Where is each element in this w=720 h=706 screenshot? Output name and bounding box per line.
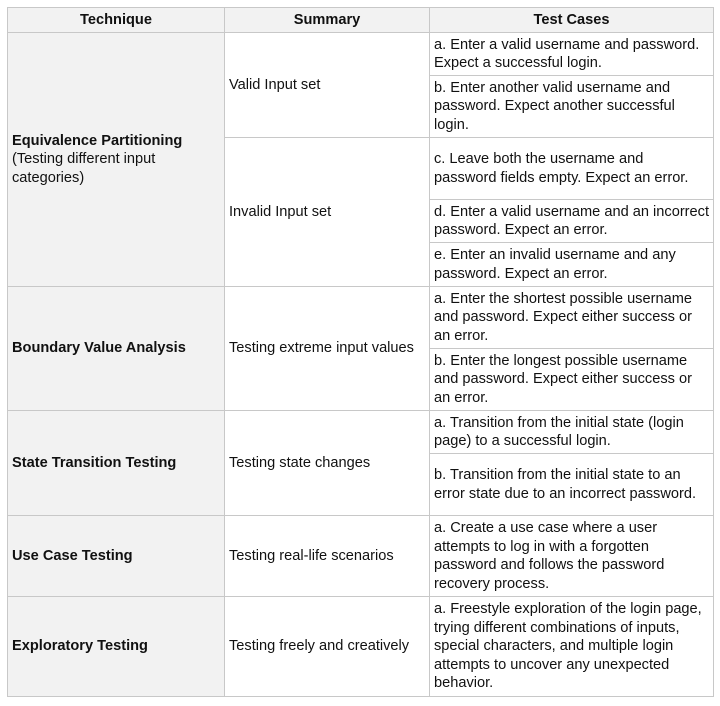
header-technique: Technique: [8, 8, 225, 33]
technique-note: (Testing different input categories): [12, 151, 156, 186]
summary-cell-valid: Valid Input set: [225, 33, 430, 138]
summary-cell-exploratory: Testing freely and creatively: [225, 597, 430, 697]
test-case-cell: d. Enter a valid username and an incorrect password. Expect an error.: [430, 200, 714, 243]
test-case-cell: c. Leave both the username and password fields empty. Expect an error.: [430, 138, 714, 200]
technique-cell-usecase: [8, 516, 225, 597]
table-row: [8, 411, 714, 454]
test-case-cell: b. Enter the longest possible username and password. Expect either success or an error.: [430, 349, 714, 411]
test-case-cell: b. Transition from the initial state to an error state due to an incorrect password.: [430, 454, 714, 516]
test-case-cell: e. Enter an invalid username and any password. Expect an error.: [430, 243, 714, 287]
table-row: [8, 597, 714, 697]
summary-cell-invalid: Invalid Input set: [225, 138, 430, 287]
test-case-cell: a. Freestyle exploration of the login page, trying different combinations of inputs, special characters, and multiple login attempts to uncover any unexpected behavior.: [430, 597, 714, 697]
summary-cell-usecase: Testing real-life scenarios: [225, 516, 430, 597]
test-case-cell: b. Enter another valid username and password. Expect another successful login.: [430, 76, 714, 138]
test-case-cell: a. Create a use case where a user attempts to log in with a forgotten password and follows the password recovery process.: [430, 516, 714, 597]
summary-cell-boundary: Testing extreme input values: [225, 287, 430, 411]
technique-name: Use Case Testing: [12, 547, 133, 564]
test-case-cell: a. Enter a valid username and password. Expect a successful login.: [430, 33, 714, 76]
technique-name: Exploratory Testing: [12, 638, 148, 655]
header-test-cases: Test Cases: [430, 8, 714, 33]
test-case-cell: a. Transition from the initial state (login page) to a successful login.: [430, 411, 714, 454]
technique-name: Boundary Value Analysis: [12, 340, 186, 357]
table-row: [8, 33, 714, 76]
test-case-cell: a. Enter the shortest possible username and password. Expect either success or an error.: [430, 287, 714, 349]
technique-cell-state: [8, 411, 225, 516]
technique-name: Equivalence Partitioning: [12, 132, 183, 149]
header-summary: Summary: [225, 8, 430, 33]
summary-cell-state: Testing state changes: [225, 411, 430, 516]
technique-cell-boundary: [8, 287, 225, 411]
header-row: [8, 8, 714, 33]
table-row: [8, 516, 714, 597]
table-row: [8, 287, 714, 349]
technique-name: State Transition Testing: [12, 454, 177, 471]
testing-techniques-table: [7, 7, 714, 697]
technique-cell-exploratory: [8, 597, 225, 697]
technique-cell-equivalence: [8, 33, 225, 287]
